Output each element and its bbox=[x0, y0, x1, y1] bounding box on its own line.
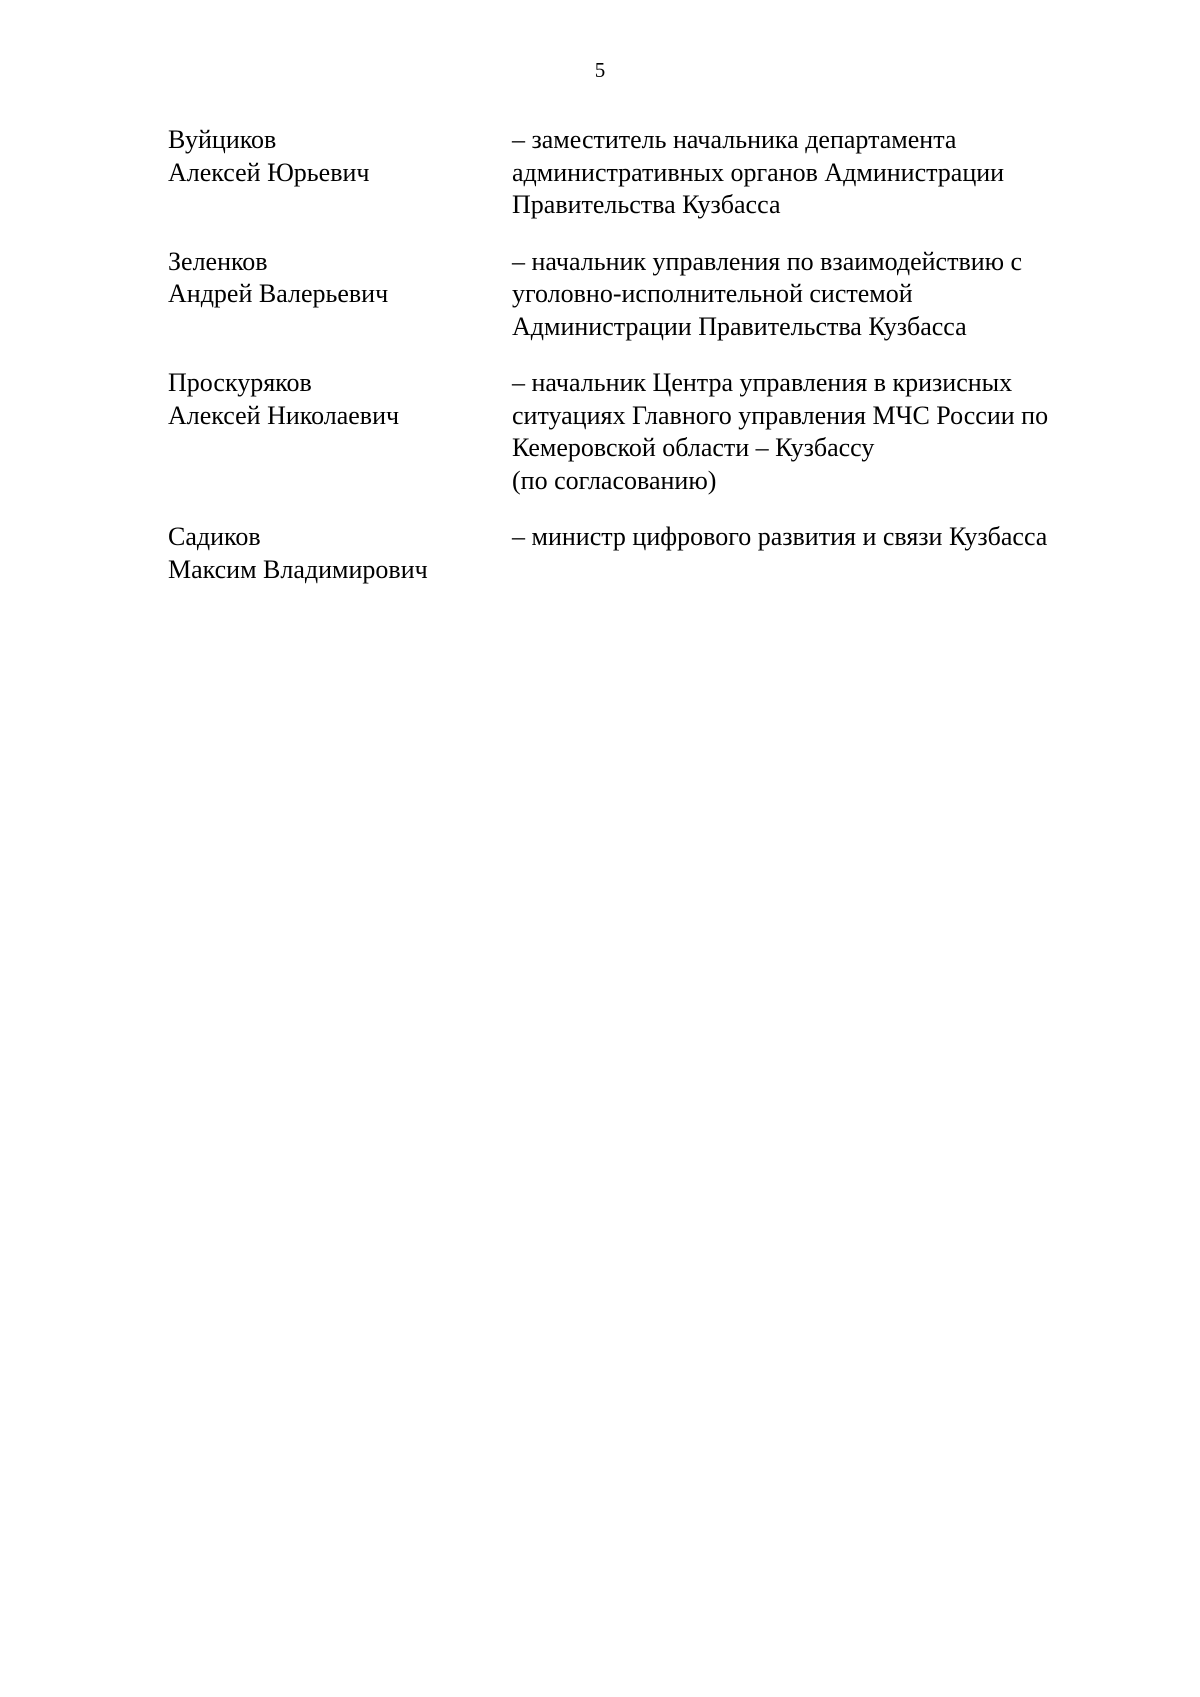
member-given-names: Алексей Юрьевич bbox=[168, 157, 370, 187]
member-given-names: Алексей Николаевич bbox=[168, 400, 400, 430]
member-role-line: – начальник Центра управления в кризисных bbox=[512, 368, 1013, 397]
member-surname: Вуйциков bbox=[168, 125, 277, 154]
member-entry-vuitsikov bbox=[168, 124, 1128, 222]
member-role bbox=[512, 521, 1128, 554]
member-name bbox=[168, 521, 512, 586]
member-name bbox=[168, 367, 512, 432]
member-entry-proskuryakov bbox=[168, 367, 1128, 497]
member-role-line: административных органов Администрации bbox=[512, 157, 1005, 187]
member-role-line: – начальник управления по взаимодействию с bbox=[512, 246, 1023, 276]
member-surname: Зеленков bbox=[168, 246, 268, 276]
member-role-line: (по согласованию) bbox=[512, 465, 717, 495]
member-role bbox=[512, 246, 1128, 344]
member-role-line: уголовно-исполнительной системой bbox=[512, 279, 913, 308]
member-entry-sadikov bbox=[168, 521, 1128, 586]
member-role bbox=[512, 124, 1128, 222]
member-role-line: – заместитель начальника департамента bbox=[512, 125, 957, 154]
member-role-line: ситуациях Главного управления МЧС России по bbox=[512, 400, 1049, 430]
member-role-line: Кемеровской области – Кузбассу bbox=[512, 433, 875, 462]
member-given-names: Андрей Валерьевич bbox=[168, 279, 389, 308]
member-role bbox=[512, 367, 1128, 497]
member-given-names: Максим Владимирович bbox=[168, 554, 428, 584]
member-entry-zelenkov bbox=[168, 246, 1128, 344]
page-number: 5 bbox=[594, 58, 606, 82]
member-role-line: – министр цифрового развития и связи Кузбасса bbox=[512, 522, 1048, 551]
member-surname: Садиков bbox=[168, 522, 261, 551]
members-list bbox=[168, 124, 1128, 610]
member-surname: Проскуряков bbox=[168, 368, 312, 397]
member-role-line: Администрации Правительства Кузбасса bbox=[512, 311, 967, 341]
member-name bbox=[168, 124, 512, 189]
member-role-line: Правительства Кузбасса bbox=[512, 190, 781, 219]
member-name bbox=[168, 246, 512, 311]
